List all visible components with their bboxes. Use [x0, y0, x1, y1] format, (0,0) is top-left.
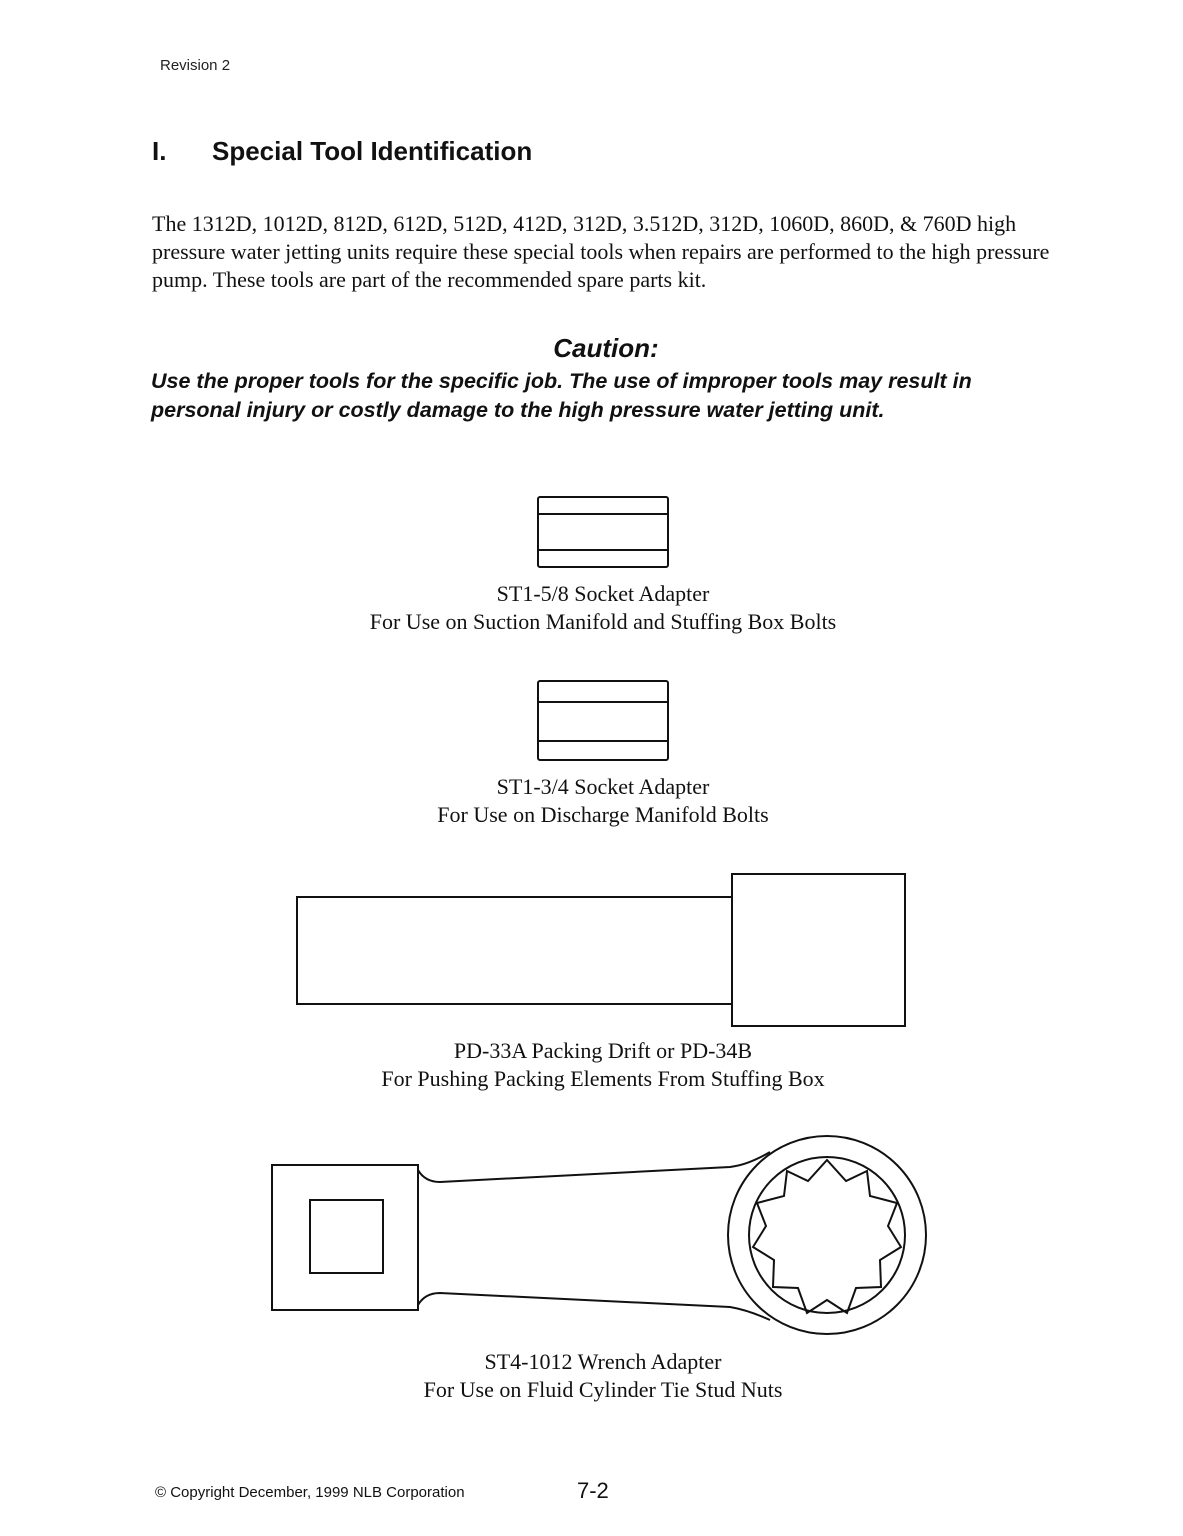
socket-adapter-3-4-drawing [538, 681, 668, 760]
tool-caption-1 [0, 580, 1183, 636]
tool-use: For Pushing Packing Elements From Stuffing Box [381, 1066, 825, 1091]
tool-use: For Use on Fluid Cylinder Tie Stud Nuts [423, 1377, 783, 1402]
packing-drift-drawing [297, 874, 905, 1026]
page-number: 7-2 [577, 1478, 609, 1503]
tool-name: ST1-5/8 Socket Adapter [496, 581, 710, 606]
section-title: Special Tool Identification [212, 136, 533, 166]
copyright-notice: © Copyright December, 1999 NLB Corporation [155, 1484, 465, 1501]
tool-caption-4 [0, 1348, 1183, 1404]
tool-name: ST4-1012 Wrench Adapter [484, 1349, 722, 1374]
tool-caption-2 [0, 773, 1183, 829]
revision-label: Revision 2 [160, 57, 231, 74]
tool-use: For Use on Suction Manifold and Stuffing Box Bolts [369, 609, 837, 634]
wrench-adapter-drawing [272, 1136, 926, 1334]
section-number: I. [152, 136, 167, 166]
tool-use: For Use on Discharge Manifold Bolts [437, 802, 769, 827]
caution-title: Caution: [553, 333, 659, 363]
intro-paragraph: The 1312D, 1012D, 812D, 612D, 512D, 412D, 312D, 3.512D, 312D, 1060D, 860D, & 760D high pressure water jetting units require these special tools when repairs are performed to the high pressure pump. These tools are part of the recommended spare parts kit. [152, 211, 1050, 292]
tool-name: PD-33A Packing Drift or PD-34B [453, 1038, 753, 1063]
socket-adapter-5-8-drawing [538, 497, 668, 567]
tool-caption-3 [0, 1037, 1183, 1093]
caution-body: Use the proper tools for the specific job. The use of improper tools may result in personal injury or costly damage to the high pressure water jetting unit. [151, 369, 972, 422]
tool-name: ST1-3/4 Socket Adapter [496, 774, 710, 799]
